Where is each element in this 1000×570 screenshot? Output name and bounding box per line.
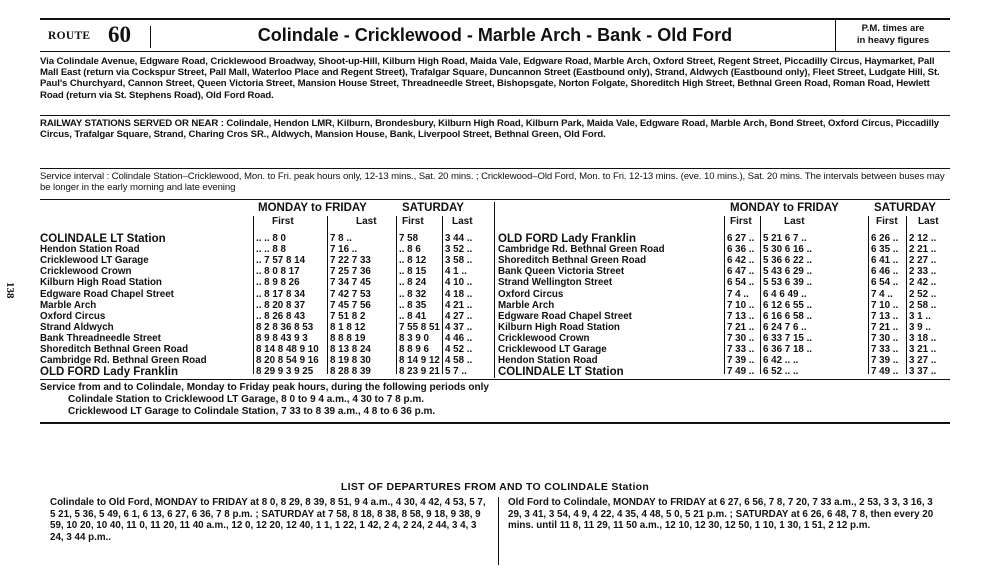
time-cell-mf-first: .. .. 8 8 xyxy=(256,244,286,256)
table-row xyxy=(498,289,950,300)
time-cell-sat-last: 2 33 .. xyxy=(909,266,937,278)
table-row xyxy=(40,366,492,377)
table-row xyxy=(40,277,492,288)
time-cell-sat-last: 3 44 .. xyxy=(445,233,473,244)
time-cell-mf-first: 8 9 8 43 9 3 xyxy=(256,332,308,344)
col-first: First xyxy=(730,216,752,227)
table-row xyxy=(498,244,950,255)
stop-name: Cambridge Rd. Bethnal Green Road xyxy=(40,355,207,367)
col-last: Last xyxy=(784,216,805,227)
stop-name: Shoreditch Bethnal Green Road xyxy=(40,344,189,355)
time-cell-mf-last: 5 21 6 7 .. xyxy=(763,233,807,244)
table-row xyxy=(40,311,492,322)
table-row xyxy=(498,300,950,311)
page-number: 138 xyxy=(4,282,16,299)
time-cell-sat-last: 4 21 .. xyxy=(445,299,473,311)
time-cell-sat-first: 8 14 9 12 xyxy=(399,355,440,367)
time-cell-sat-first: 6 54 .. xyxy=(871,277,899,289)
time-cell-sat-first: 7 21 .. xyxy=(871,321,899,333)
time-cell-mf-first: 6 36 .. xyxy=(727,244,755,256)
time-cell-sat-last: 4 58 .. xyxy=(445,355,473,367)
section-rule xyxy=(40,168,950,169)
stop-name: Strand Aldwych xyxy=(40,321,114,333)
time-cell-mf-first: 8 20 8 54 9 16 xyxy=(256,355,319,367)
time-cell-sat-first: 7 13 .. xyxy=(871,310,899,322)
group-saturday: SATURDAY xyxy=(874,202,936,214)
time-cell-mf-first: 8 2 8 36 8 53 xyxy=(256,321,314,333)
stop-name: OLD FORD Lady Franklin xyxy=(498,233,637,245)
table-row xyxy=(498,277,950,288)
timetable-divider xyxy=(494,202,495,378)
time-cell-sat-last: 4 27 .. xyxy=(445,310,473,322)
table-row xyxy=(40,255,492,266)
time-cell-mf-last: 6 12 6 55 .. xyxy=(763,299,813,311)
time-cell-sat-last: 3 21 .. xyxy=(909,344,937,355)
time-cell-sat-last: 4 1 .. xyxy=(445,266,467,278)
table-row xyxy=(498,366,950,377)
time-cell-sat-first: 6 26 .. xyxy=(871,233,899,244)
time-cell-sat-first: 6 41 .. xyxy=(871,255,899,267)
time-cell-mf-last: 7 51 8 2 xyxy=(330,310,366,322)
time-cell-sat-last: 2 42 .. xyxy=(909,277,937,289)
pm-note-line1: P.M. times are xyxy=(861,23,925,34)
time-cell-sat-first: 7 30 .. xyxy=(871,332,899,344)
table-row xyxy=(40,266,492,277)
time-cell-sat-first: 7 4 .. xyxy=(871,288,893,300)
time-cell-mf-last: 6 52 .. .. xyxy=(763,366,799,378)
time-cell-mf-first: 7 21 .. xyxy=(727,321,755,333)
time-cell-sat-first: .. 8 15 xyxy=(399,266,427,278)
time-cell-sat-first: 7 10 .. xyxy=(871,299,899,311)
time-cell-sat-last: 3 18 .. xyxy=(909,332,937,344)
time-cell-sat-last: 4 52 .. xyxy=(445,344,473,355)
time-cell-mf-first: .. 8 20 8 37 xyxy=(256,299,306,311)
time-cell-sat-last: 3 58 .. xyxy=(445,255,473,267)
pm-note xyxy=(835,20,950,52)
table-row xyxy=(498,255,950,266)
time-cell-mf-last: 7 22 7 33 xyxy=(330,255,371,267)
time-cell-mf-first: 6 42 .. xyxy=(727,255,755,267)
time-cell-mf-first: 6 27 .. xyxy=(727,233,755,244)
section-rule xyxy=(40,379,950,380)
time-cell-mf-first: 7 4 .. xyxy=(727,288,749,300)
table-row xyxy=(40,233,492,244)
time-cell-sat-last: 5 7 .. xyxy=(445,366,467,378)
stop-name: Hendon Station Road xyxy=(40,244,140,256)
stop-name: Bank Threadneedle Street xyxy=(40,332,161,344)
stop-name: Edgware Road Chapel Street xyxy=(40,288,174,300)
table-row xyxy=(498,322,950,333)
time-cell-sat-last: 2 21 .. xyxy=(909,244,937,256)
time-cell-sat-last: 3 37 .. xyxy=(909,366,937,378)
stop-name: OLD FORD Lady Franklin xyxy=(40,366,179,379)
time-cell-sat-first: 7 58 xyxy=(399,233,419,244)
pm-note-line2: in heavy figures xyxy=(856,35,930,46)
time-cell-mf-last: 7 16 .. xyxy=(330,244,358,256)
table-row xyxy=(40,289,492,300)
time-cell-mf-last: 8 19 8 30 xyxy=(330,355,371,367)
header-divider xyxy=(150,26,151,48)
time-cell-mf-first: 8 14 8 48 9 10 xyxy=(256,344,319,355)
time-cell-mf-first: 6 47 .. xyxy=(727,266,755,278)
time-cell-sat-first: 7 49 .. xyxy=(871,366,899,378)
time-cell-mf-last: 5 43 6 29 .. xyxy=(763,266,813,278)
stop-name: Cricklewood LT Garage xyxy=(498,344,607,355)
time-cell-sat-first: .. 8 35 xyxy=(399,299,427,311)
stop-name: COLINDALE LT Station xyxy=(40,233,166,245)
stop-name: COLINDALE LT Station xyxy=(498,366,624,379)
stop-name: Cambridge Rd. Bethnal Green Road xyxy=(498,244,665,256)
time-cell-mf-last: 8 8 8 19 xyxy=(330,332,366,344)
table-row xyxy=(40,322,492,333)
table-row xyxy=(498,355,950,366)
time-cell-mf-last: 6 36 7 18 .. xyxy=(763,344,813,355)
table-row xyxy=(498,233,950,244)
table-row xyxy=(498,344,950,355)
stop-name: Shoreditch Bethnal Green Road xyxy=(498,255,647,267)
time-cell-sat-first: 8 23 9 21 xyxy=(399,366,440,378)
departures-old-ford-to-colindale: Old Ford to Colindale, MONDAY to FRIDAY at 6 27, 6 56, 7 8, 7 20, 7 33 a.m., 2 53, 3 3, 3 16, 3 29, 3 41, 3 54, 4 9, 4 22, 4 35, 4 48, 5 0, 5 21 p.m. ; SATURDAY at 6 26, 6 48, 7 8, then every 20 mins. until 11 8, 11 29, 11 50 a.m., 12 10, 12 30, 12 50, 1 10, 1 30, 1 51, 2 12 p.m. xyxy=(508,497,934,531)
departures-divider xyxy=(498,497,499,565)
table-row xyxy=(498,311,950,322)
table-row xyxy=(40,333,492,344)
time-cell-mf-last: 8 28 8 39 xyxy=(330,366,371,378)
group-mon-fri: MONDAY to FRIDAY xyxy=(730,202,839,214)
time-cell-mf-first: .. 8 26 8 43 xyxy=(256,310,306,322)
time-cell-mf-last: 7 42 7 53 xyxy=(330,288,371,300)
route-label: ROUTE xyxy=(48,30,91,42)
time-cell-mf-last: 8 13 8 24 xyxy=(330,344,371,355)
table-row xyxy=(40,244,492,255)
time-cell-mf-last: 6 24 7 6 .. xyxy=(763,321,807,333)
time-cell-mf-last: 7 34 7 45 xyxy=(330,277,371,289)
col-last: Last xyxy=(452,216,473,227)
time-cell-mf-last: 7 25 7 36 xyxy=(330,266,371,278)
stop-name: Marble Arch xyxy=(40,299,97,311)
table-row xyxy=(40,300,492,311)
time-cell-sat-last: 2 52 .. xyxy=(909,288,937,300)
time-cell-sat-first: .. 8 12 xyxy=(399,255,427,267)
departures-colindale-to-old-ford: Colindale to Old Ford, MONDAY to FRIDAY at 8 0, 8 29, 8 39, 8 51, 9 4 a.m., 4 30, 4 42, 4 53, 5 7, 5 21, 5 36, 5 49, 6 1, 6 13, 6 27, 6 36, 7 8 p.m. ; SATURDAY at 7 58, 8 18, 8 38, 8 58, 9 18, 9 38, 9 59, 10 20, 10 40, 11 0, 11 20, 11 40 a.m., 12 0, 12 20, 12 40, 1 1, 1 22, 1 42, 2 4, 2 24, 2 44, 3 4, 3 24, 3 44 p.m.. xyxy=(50,497,486,543)
time-cell-sat-first: 7 39 .. xyxy=(871,355,899,367)
time-cell-mf-first: .. .. 8 0 xyxy=(256,233,286,244)
time-cell-mf-last: 5 53 6 39 .. xyxy=(763,277,813,289)
time-cell-sat-first: .. 8 6 xyxy=(399,244,421,256)
time-cell-mf-last: 6 16 6 58 .. xyxy=(763,310,813,322)
time-cell-mf-first: 7 13 .. xyxy=(727,310,755,322)
time-cell-sat-last: 3 27 .. xyxy=(909,355,937,367)
time-cell-mf-last: 5 30 6 16 .. xyxy=(763,244,813,256)
time-cell-sat-first: .. 8 32 xyxy=(399,288,427,300)
time-cell-mf-first: 7 10 .. xyxy=(727,299,755,311)
time-cell-sat-last: 4 10 .. xyxy=(445,277,473,289)
route-number: 60 xyxy=(108,22,131,47)
time-cell-sat-last: 2 58 .. xyxy=(909,299,937,311)
stop-name: Cricklewood Crown xyxy=(40,266,132,278)
time-cell-sat-last: 3 52 .. xyxy=(445,244,473,256)
section-rule xyxy=(40,199,950,200)
table-row xyxy=(498,266,950,277)
stop-name: Kilburn High Road Station xyxy=(498,321,620,333)
peak-service-notes xyxy=(40,382,950,418)
group-saturday: SATURDAY xyxy=(402,202,464,214)
time-cell-sat-first: 7 55 8 51 xyxy=(399,321,440,333)
railway-stations: RAILWAY STATIONS SERVED OR NEAR : Colindale, Hendon LMR, Kilburn, Brondesbury, Kilburn High Road, Kilburn Park, Maida Vale, Edgware Road, Marble Arch, Bond Street, Oxford Circus, Piccadilly Circus, Trafalgar Square, Strand, Charing Cros SR., Aldwych, Mansion House, Bank, Liverpool Street, Bethnal Green, Old Ford. xyxy=(40,118,940,141)
time-cell-mf-first: .. 7 57 8 14 xyxy=(256,255,306,267)
time-cell-mf-first: 7 39 .. xyxy=(727,355,755,367)
time-cell-mf-last: 7 8 .. xyxy=(330,233,352,244)
time-cell-sat-first: 6 35 .. xyxy=(871,244,899,256)
timetable-westbound xyxy=(498,202,950,378)
time-cell-mf-first: .. 8 17 8 34 xyxy=(256,288,306,300)
time-cell-sat-last: 4 46 .. xyxy=(445,332,473,344)
time-cell-mf-last: 6 4 6 49 .. xyxy=(763,288,807,300)
service-interval: Service interval : Colindale Station–Cricklewood, Mon. to Fri. peak hours only, 12-13 mins., Sat. 20 mins. ; Cricklewood–Old Ford, Mon. to Fri. 12-13 mins. (eve. 10 mins.), Sat. 20 mins. The intervals between buses may be longer in the early morning and late evening xyxy=(40,171,945,194)
time-cell-sat-last: 2 27 .. xyxy=(909,255,937,267)
time-cell-sat-first: .. 8 41 xyxy=(399,310,427,322)
stop-name: Hendon Station Road xyxy=(498,355,598,367)
time-cell-sat-last: 3 9 .. xyxy=(909,321,931,333)
time-cell-sat-last: 2 12 .. xyxy=(909,233,937,244)
time-cell-mf-first: 7 49 .. xyxy=(727,366,755,378)
group-mon-fri: MONDAY to FRIDAY xyxy=(258,202,367,214)
route-header xyxy=(40,18,950,52)
note-line: Cricklewood LT Garage to Colindale Station, 7 33 to 8 39 a.m., 4 8 to 6 36 p.m. xyxy=(68,406,436,417)
time-cell-mf-last: 8 1 8 12 xyxy=(330,321,366,333)
table-row xyxy=(40,344,492,355)
time-cell-mf-first: 8 29 9 3 9 25 xyxy=(256,366,314,378)
via-route-description: Via Colindale Avenue, Edgware Road, Cricklewood Broadway, Shoot-up-Hill, Kilburn High Road, Maida Vale, Edgware Road, Marble Arch, Oxford Street, Regent Street, Piccadilly Circus, Haymarket, Pall Mall East (return via Cockspur Street, Pall Mall, Waterloo Place and Regent Street), Trafalgar Square, Duncannon Street (Eastbound only), Strand, Aldwych (Eastbound only), Fleet Street, Ludgate Hill, St. Paul's Churchyard, Cannon Street, Queen Victoria Street, Mansion House Street, Threadneedle Street, Bishopsgate, Norton Folgate, Shoreditch High Street, Bethnal Green Road, Roman Road, Hewlett Road (return via St. Stephens Road), Old Ford Road. xyxy=(40,56,940,101)
time-cell-sat-last: 3 1 .. xyxy=(909,310,931,322)
stop-name: Cricklewood LT Garage xyxy=(40,255,149,267)
time-cell-sat-first: 8 8 9 6 xyxy=(399,344,429,355)
time-cell-sat-first: 6 46 .. xyxy=(871,266,899,278)
time-cell-sat-first: 7 33 .. xyxy=(871,344,899,355)
stop-name: Strand Wellington Street xyxy=(498,277,613,289)
note-line: Service from and to Colindale, Monday to Friday peak hours, during the following periods only xyxy=(40,382,489,393)
time-cell-mf-last: 6 42 .. .. xyxy=(763,355,799,367)
stop-name: Oxford Circus xyxy=(40,310,106,322)
table-row xyxy=(40,355,492,366)
time-cell-mf-first: 6 54 .. xyxy=(727,277,755,289)
departures-title: LIST OF DEPARTURES FROM AND TO COLINDALE Station xyxy=(340,481,650,493)
col-last: Last xyxy=(356,216,377,227)
time-cell-sat-last: 4 18 .. xyxy=(445,288,473,300)
col-first: First xyxy=(402,216,424,227)
time-cell-mf-first: 7 33 .. xyxy=(727,344,755,355)
time-cell-sat-first: .. 8 24 xyxy=(399,277,427,289)
time-cell-mf-last: 5 36 6 22 .. xyxy=(763,255,813,267)
time-cell-sat-first: 8 3 9 0 xyxy=(399,332,429,344)
time-cell-mf-first: .. 8 0 8 17 xyxy=(256,266,300,278)
timetable-page xyxy=(40,18,950,566)
note-line: Colindale Station to Cricklewood LT Garage, 8 0 to 9 4 a.m., 4 30 to 7 8 p.m. xyxy=(68,394,425,405)
stop-name: Bank Queen Victoria Street xyxy=(498,266,625,278)
time-cell-mf-first: 7 30 .. xyxy=(727,332,755,344)
route-title: Colindale - Cricklewood - Marble Arch - Bank - Old Ford xyxy=(257,25,733,45)
timetable-eastbound xyxy=(40,202,492,378)
stop-name: Edgware Road Chapel Street xyxy=(498,310,632,322)
time-cell-sat-last: 4 37 .. xyxy=(445,321,473,333)
time-cell-mf-last: 7 45 7 56 xyxy=(330,299,371,311)
section-rule xyxy=(40,115,950,116)
table-row xyxy=(498,333,950,344)
stop-name: Cricklewood Crown xyxy=(498,332,590,344)
stop-name: Marble Arch xyxy=(498,299,555,311)
col-last: Last xyxy=(918,216,939,227)
stop-name: Oxford Circus xyxy=(498,288,564,300)
stop-name: Kilburn High Road Station xyxy=(40,277,162,289)
col-first: First xyxy=(272,216,294,227)
time-cell-mf-last: 6 33 7 15 .. xyxy=(763,332,813,344)
col-first: First xyxy=(876,216,898,227)
section-rule-thick xyxy=(40,422,950,424)
time-cell-mf-first: .. 8 9 8 26 xyxy=(256,277,300,289)
